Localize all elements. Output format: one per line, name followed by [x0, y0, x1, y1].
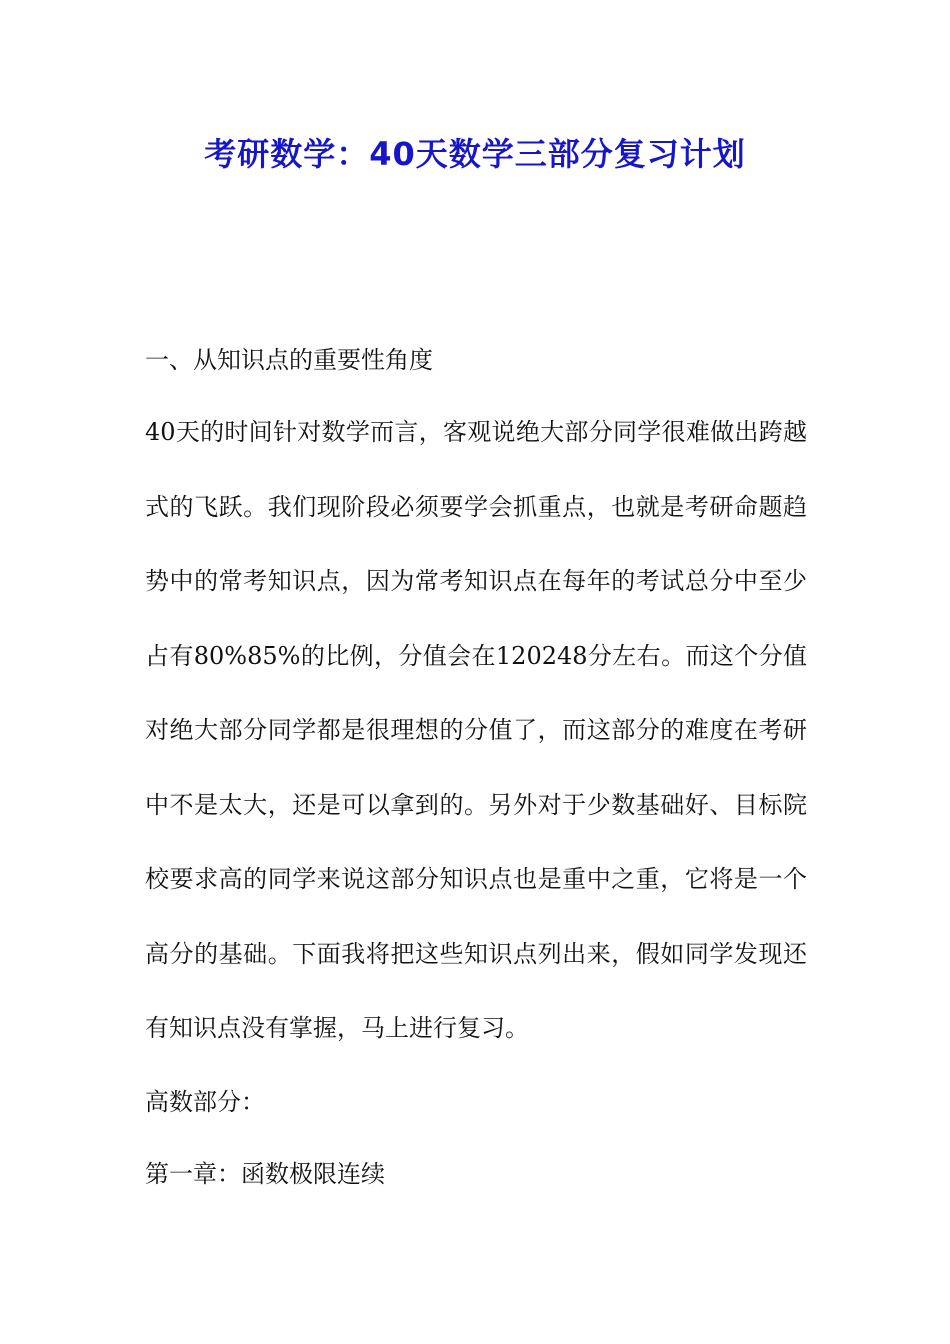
body-paragraph: 40天的时间针对数学而言，客观说绝大部分同学很难做出跨越式的飞跃。我们现阶段必须要学会抓重点，也就是考研命题趋势中的常考知识点，因为常考知识点在每年的考试总分中至少占有80%85%的比例，分值会在120248分左右。而这个分值对绝大部分同学都是很理想的分值了，而这部分的难度在考研中不是太大，还是可以拿到的。另外对于少数基础好、目标院校要求高的同学来说这部分知识点也是重中之重，它将是一个高分的基础。下面我将把这些知识点列出来，假如同学发现还有知识点没有掌握，马上进行复习。: [145, 418, 807, 1042]
subheading-chapter-one: 第一章：函数极限连续: [145, 1159, 385, 1188]
document-title: 考研数学：40天数学三部分复习计划: [204, 135, 746, 173]
subheading-advanced-math: 高数部分：: [145, 1087, 265, 1116]
section-heading: 一、从知识点的重要性角度: [145, 346, 433, 374]
document-body: [145, 336, 807, 1222]
